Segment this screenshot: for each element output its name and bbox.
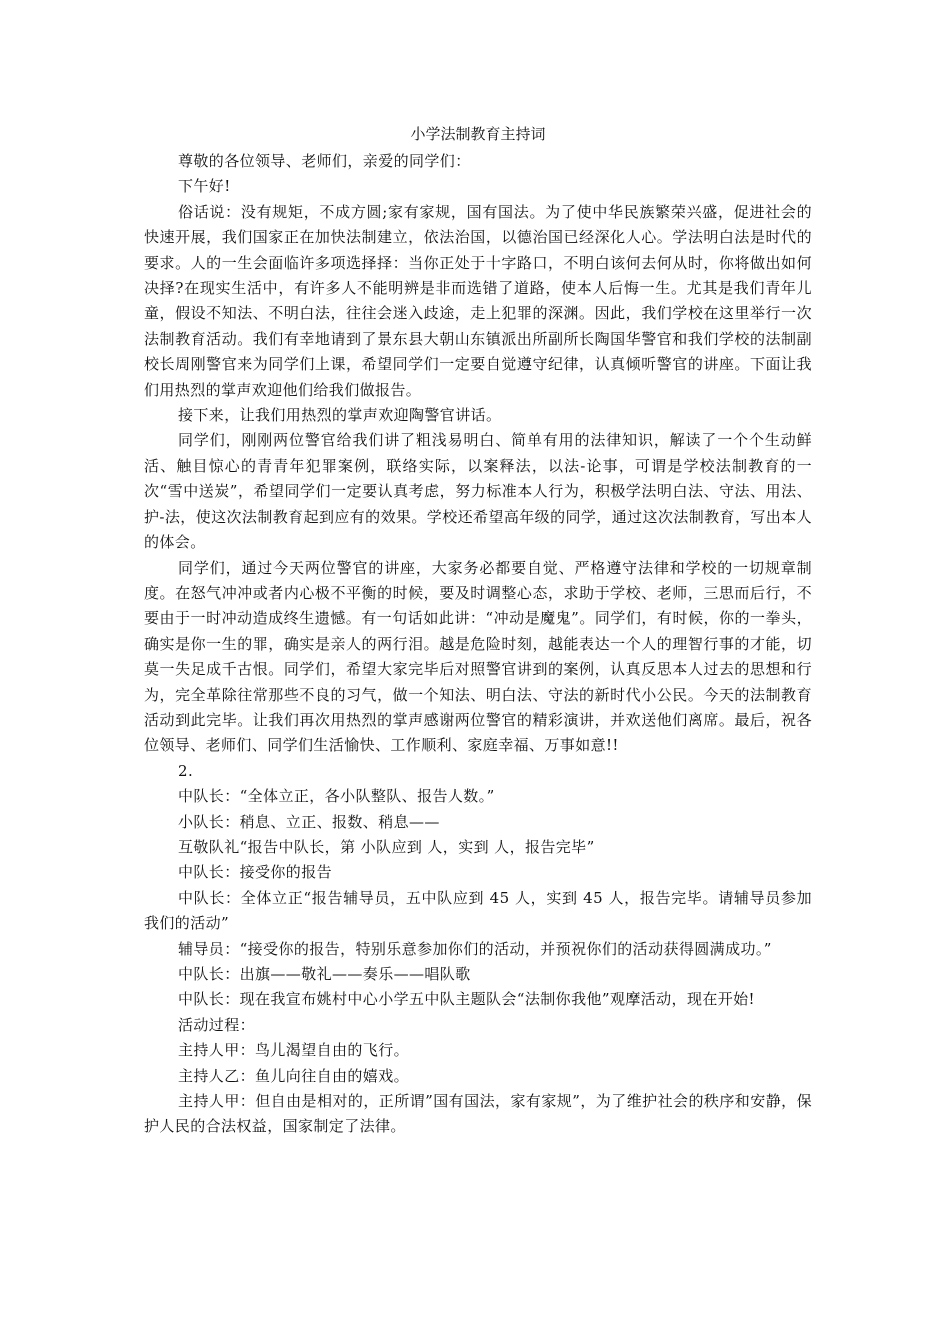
paragraph-good-afternoon: 下午好!: [178, 177, 231, 196]
paragraph-line: 辅导员：“接受你的报告，特别乐意参加你们的活动，并预祝你们的活动获得圆满成功。”: [178, 939, 772, 958]
section-number: 2.: [178, 761, 194, 780]
paragraph-line: 主持人乙：鱼儿向往自由的嬉戏。: [178, 1066, 410, 1085]
paragraph-intro: 俗话说：没有规矩，不成方圆;家有家规，国有国法。为了使中华民族繁荣兴盛，促进社会的快速开展，我们国家正在加快法制建立，依法治国，以德治国已经深化人心。学法明白法是时代的要求。人的一生会面临许多项选择择：当你正处于十字路口，不明白该何去何从时，你将做出如何决择?在现实生活中，有许多人不能明辨是非而选错了道路，使本人后悔一生。尤其是我们青年儿童，假设不知法、不明白法，往往会迷入歧途，走上犯罪的深渊。因此，我们学校在这里举行一次法制教育活动。我们有幸地请到了景东县大朝山东镇派出所副所长陶国华警官和我们学校的法制副校长周刚警官来为同学们上课，希望同学们一定要自觉遵守纪律，认真倾听警官的讲座。下面让我们用热烈的掌声欢迎他们给我们做报告。: [144, 202, 812, 399]
paragraph-line: 中队长：现在我宣布姚村中心小学五中队主题队会“法制你我他”观摩活动，现在开始!: [178, 990, 755, 1009]
paragraph-line: 主持人甲：鸟儿渴望自由的飞行。: [178, 1041, 410, 1060]
paragraph-summary: 同学们，刚刚两位警官给我们讲了粗浅易明白、简单有用的法律知识，解读了一个个生动鲜活、触目惊心的青青年犯罪案例，联络实际，以案释法，以法-论事，可谓是学校法制教育的一次“雪中送炭”，希望同学们一定要认真考虑，努力标准本人行为，积极学法明白法、守法、用法、护-法，使这次法制教育起到应有的效果。学校还希望高年级的同学，通过这次法制教育，写出本人的体会。: [144, 431, 812, 552]
paragraph-line: 互敬队礼“报告中队长，第 小队应到 人，实到 人，报告完毕”: [178, 837, 595, 856]
document-title: 小学法制教育主持词: [410, 125, 546, 143]
paragraph-welcome-officer: 接下来，让我们用热烈的掌声欢迎陶警官讲话。: [178, 406, 502, 425]
paragraph-line: 中队长：全体立正“报告辅导员，五中队应到 45 人，实到 45 人，报告完毕。请辅导员参加我们的活动”: [144, 888, 812, 933]
document-body: [144, 149, 812, 1140]
paragraph-line: 中队长：“全体立正，各小队整队、报告人数。”: [178, 787, 495, 806]
paragraph-line: 活动过程：: [178, 1015, 256, 1034]
paragraph-line: 中队长：接受你的报告: [178, 863, 333, 882]
paragraph-greeting: 尊敬的各位领导、老师们，亲爱的同学们：: [178, 152, 471, 170]
paragraph-closing: 同学们，通过今天两位警官的讲座，大家务必都要自觉、严格遵守法律和学校的一切规章制度。在怒气冲冲或者内心极不平衡的时候，要及时调整心态，求助于学校、老师，三思而后行，不要由于一时冲动造成终生遗憾。有一句话如此讲：“冲动是魔鬼”。同学们，有时候，你的一拳头，确实是你一生的罪，确实是亲人的两行泪。越是危险时刻，越能表达一个人的理智行事的才能，切莫一失足成千古恨。同学们，希望大家完毕后对照警官讲到的案例，认真反思本人过去的思想和行为，完全革除往常那些不良的习气，做一个知法、明白法、守法的新时代小公民。今天的法制教育活动到此完毕。让我们再次用热烈的掌声感谢两位警官的精彩演讲，并欢送他们离席。最后，祝各位领导、老师们、同学们生活愉快、工作顺利、家庭幸福、万事如意!!: [144, 558, 812, 755]
document-page: [144, 122, 812, 1140]
paragraph-line: 主持人甲：但自由是相对的，正所谓”国有国法，家有家规”，为了维护社会的秩序和安静，保护人民的合法权益，国家制定了法律。: [144, 1092, 812, 1136]
paragraph-line: 中队长：出旗——敬礼——奏乐——唱队歌: [178, 965, 471, 983]
paragraph-line: 小队长：稍息、立正、报数、稍息——: [178, 812, 440, 831]
